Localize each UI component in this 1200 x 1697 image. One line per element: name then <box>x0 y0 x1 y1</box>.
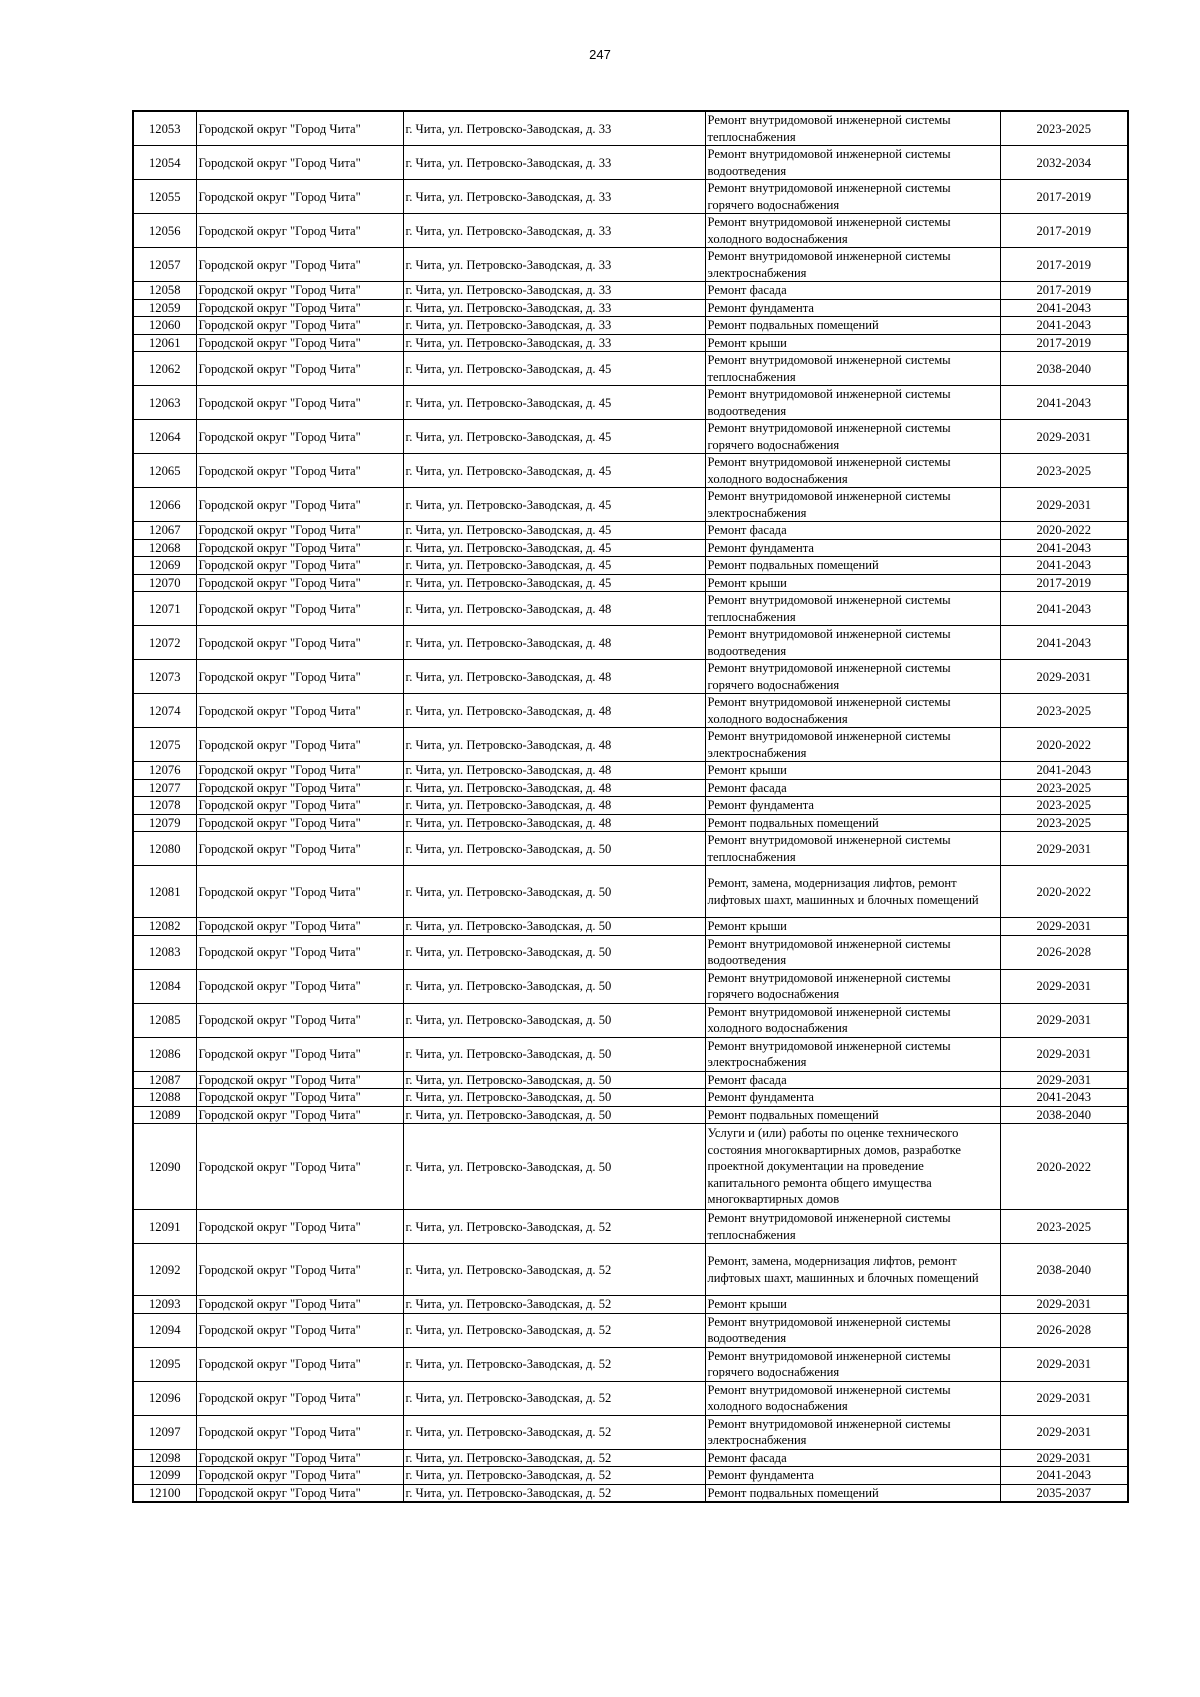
address-cell: г. Чита, ул. Петровско-Заводская, д. 45 <box>403 557 705 575</box>
period-cell: 2020-2022 <box>1000 728 1128 762</box>
table-row <box>133 180 1128 214</box>
work-type-cell: Ремонт фасада <box>705 779 1000 797</box>
table-row <box>133 762 1128 780</box>
municipality-cell: Городской округ "Город Чита" <box>196 1415 403 1449</box>
address-cell: г. Чита, ул. Петровско-Заводская, д. 45 <box>403 386 705 420</box>
address-cell: г. Чита, ул. Петровско-Заводская, д. 48 <box>403 762 705 780</box>
address-cell: г. Чита, ул. Петровско-Заводская, д. 52 <box>403 1484 705 1502</box>
table-row <box>133 386 1128 420</box>
municipality-cell: Городской округ "Город Чита" <box>196 969 403 1003</box>
period-cell: 2017-2019 <box>1000 214 1128 248</box>
row-number-cell: 12063 <box>133 386 196 420</box>
table-body <box>133 111 1128 1502</box>
municipality-cell: Городской округ "Город Чита" <box>196 1347 403 1381</box>
period-cell: 2017-2019 <box>1000 574 1128 592</box>
municipality-cell: Городской округ "Город Чита" <box>196 522 403 540</box>
table-row <box>133 626 1128 660</box>
municipality-cell: Городской округ "Город Чита" <box>196 1313 403 1347</box>
table-row <box>133 1347 1128 1381</box>
row-number-cell: 12090 <box>133 1124 196 1210</box>
table-row <box>133 420 1128 454</box>
work-type-cell: Ремонт внутридомовой инженерной системы водоотведения <box>705 146 1000 180</box>
row-number-cell: 12055 <box>133 180 196 214</box>
work-type-cell: Ремонт, замена, модернизация лифтов, ремонт лифтовых шахт, машинных и блочных помещений <box>705 866 1000 918</box>
work-type-cell: Ремонт внутридомовой инженерной системы водоотведения <box>705 626 1000 660</box>
work-type-cell: Ремонт внутридомовой инженерной системы теплоснабжения <box>705 111 1000 146</box>
municipality-cell: Городской округ "Город Чита" <box>196 1210 403 1244</box>
municipality-cell: Городской округ "Город Чита" <box>196 214 403 248</box>
row-number-cell: 12083 <box>133 935 196 969</box>
period-cell: 2023-2025 <box>1000 454 1128 488</box>
address-cell: г. Чита, ул. Петровско-Заводская, д. 50 <box>403 1106 705 1124</box>
row-number-cell: 12068 <box>133 539 196 557</box>
period-cell: 2029-2031 <box>1000 918 1128 936</box>
work-type-cell: Ремонт внутридомовой инженерной системы холодного водоснабжения <box>705 454 1000 488</box>
work-type-cell: Ремонт, замена, модернизация лифтов, ремонт лифтовых шахт, машинных и блочных помещений <box>705 1244 1000 1296</box>
period-cell: 2041-2043 <box>1000 317 1128 335</box>
period-cell: 2041-2043 <box>1000 557 1128 575</box>
table-row <box>133 1124 1128 1210</box>
address-cell: г. Чита, ул. Петровско-Заводская, д. 52 <box>403 1210 705 1244</box>
table-row <box>133 694 1128 728</box>
period-cell: 2041-2043 <box>1000 539 1128 557</box>
page-number: 247 <box>589 47 611 62</box>
row-number-cell: 12067 <box>133 522 196 540</box>
period-cell: 2020-2022 <box>1000 866 1128 918</box>
address-cell: г. Чита, ул. Петровско-Заводская, д. 33 <box>403 180 705 214</box>
period-cell: 2023-2025 <box>1000 111 1128 146</box>
municipality-cell: Городской округ "Город Чита" <box>196 1037 403 1071</box>
municipality-cell: Городской округ "Город Чита" <box>196 935 403 969</box>
table-row <box>133 814 1128 832</box>
municipality-cell: Городской округ "Город Чита" <box>196 814 403 832</box>
period-cell: 2029-2031 <box>1000 1347 1128 1381</box>
work-type-cell: Ремонт фундамента <box>705 1467 1000 1485</box>
address-cell: г. Чита, ул. Петровско-Заводская, д. 48 <box>403 797 705 815</box>
table-row <box>133 522 1128 540</box>
period-cell: 2032-2034 <box>1000 146 1128 180</box>
period-cell: 2029-2031 <box>1000 1449 1128 1467</box>
period-cell: 2041-2043 <box>1000 626 1128 660</box>
work-type-cell: Ремонт подвальных помещений <box>705 317 1000 335</box>
row-number-cell: 12064 <box>133 420 196 454</box>
period-cell: 2041-2043 <box>1000 762 1128 780</box>
table-row <box>133 146 1128 180</box>
period-cell: 2023-2025 <box>1000 779 1128 797</box>
period-cell: 2029-2031 <box>1000 1071 1128 1089</box>
work-type-cell: Ремонт внутридомовой инженерной системы теплоснабжения <box>705 1210 1000 1244</box>
table-row <box>133 918 1128 936</box>
address-cell: г. Чита, ул. Петровско-Заводская, д. 48 <box>403 694 705 728</box>
work-type-cell: Ремонт подвальных помещений <box>705 557 1000 575</box>
work-type-cell: Услуги и (или) работы по оценке технического состояния многоквартирных домов, разработке проектной документации на проведение капитального ремонта общего имущества многоквартирных домов <box>705 1124 1000 1210</box>
address-cell: г. Чита, ул. Петровско-Заводская, д. 52 <box>403 1449 705 1467</box>
period-cell: 2029-2031 <box>1000 1003 1128 1037</box>
row-number-cell: 12074 <box>133 694 196 728</box>
work-type-cell: Ремонт внутридомовой инженерной системы водоотведения <box>705 935 1000 969</box>
row-number-cell: 12099 <box>133 1467 196 1485</box>
address-cell: г. Чита, ул. Петровско-Заводская, д. 45 <box>403 574 705 592</box>
work-type-cell: Ремонт внутридомовой инженерной системы холодного водоснабжения <box>705 694 1000 728</box>
row-number-cell: 12073 <box>133 660 196 694</box>
table-row <box>133 214 1128 248</box>
row-number-cell: 12054 <box>133 146 196 180</box>
municipality-cell: Городской округ "Город Чита" <box>196 1124 403 1210</box>
municipality-cell: Городской округ "Город Чита" <box>196 1296 403 1314</box>
address-cell: г. Чита, ул. Петровско-Заводская, д. 52 <box>403 1244 705 1296</box>
period-cell: 2041-2043 <box>1000 1467 1128 1485</box>
row-number-cell: 12069 <box>133 557 196 575</box>
period-cell: 2017-2019 <box>1000 282 1128 300</box>
municipality-cell: Городской округ "Город Чита" <box>196 317 403 335</box>
address-cell: г. Чита, ул. Петровско-Заводская, д. 45 <box>403 454 705 488</box>
work-type-cell: Ремонт внутридомовой инженерной системы холодного водоснабжения <box>705 1381 1000 1415</box>
address-cell: г. Чита, ул. Петровско-Заводская, д. 33 <box>403 334 705 352</box>
period-cell: 2029-2031 <box>1000 660 1128 694</box>
address-cell: г. Чита, ул. Петровско-Заводская, д. 52 <box>403 1415 705 1449</box>
period-cell: 2038-2040 <box>1000 1244 1128 1296</box>
work-type-cell: Ремонт крыши <box>705 574 1000 592</box>
table-row <box>133 1467 1128 1485</box>
row-number-cell: 12075 <box>133 728 196 762</box>
work-type-cell: Ремонт фундамента <box>705 797 1000 815</box>
municipality-cell: Городской округ "Город Чита" <box>196 592 403 626</box>
table-row <box>133 1071 1128 1089</box>
table-row <box>133 334 1128 352</box>
work-type-cell: Ремонт фундамента <box>705 299 1000 317</box>
work-type-cell: Ремонт внутридомовой инженерной системы горячего водоснабжения <box>705 180 1000 214</box>
table-row <box>133 1106 1128 1124</box>
row-number-cell: 12089 <box>133 1106 196 1124</box>
municipality-cell: Городской округ "Город Чита" <box>196 728 403 762</box>
address-cell: г. Чита, ул. Петровско-Заводская, д. 33 <box>403 248 705 282</box>
address-cell: г. Чита, ул. Петровско-Заводская, д. 50 <box>403 918 705 936</box>
work-type-cell: Ремонт внутридомовой инженерной системы водоотведения <box>705 386 1000 420</box>
row-number-cell: 12053 <box>133 111 196 146</box>
table-row <box>133 574 1128 592</box>
municipality-cell: Городской округ "Город Чита" <box>196 1106 403 1124</box>
address-cell: г. Чита, ул. Петровско-Заводская, д. 45 <box>403 488 705 522</box>
municipality-cell: Городской округ "Город Чита" <box>196 694 403 728</box>
municipality-cell: Городской округ "Город Чита" <box>196 282 403 300</box>
address-cell: г. Чита, ул. Петровско-Заводская, д. 50 <box>403 1003 705 1037</box>
work-type-cell: Ремонт подвальных помещений <box>705 1106 1000 1124</box>
period-cell: 2029-2031 <box>1000 832 1128 866</box>
period-cell: 2020-2022 <box>1000 1124 1128 1210</box>
address-cell: г. Чита, ул. Петровско-Заводская, д. 33 <box>403 111 705 146</box>
work-type-cell: Ремонт внутридомовой инженерной системы электроснабжения <box>705 248 1000 282</box>
table-row <box>133 797 1128 815</box>
period-cell: 2029-2031 <box>1000 969 1128 1003</box>
municipality-cell: Городской округ "Город Чита" <box>196 488 403 522</box>
work-type-cell: Ремонт внутридомовой инженерной системы горячего водоснабжения <box>705 660 1000 694</box>
row-number-cell: 12062 <box>133 352 196 386</box>
row-number-cell: 12077 <box>133 779 196 797</box>
address-cell: г. Чита, ул. Петровско-Заводская, д. 33 <box>403 282 705 300</box>
municipality-cell: Городской округ "Город Чита" <box>196 557 403 575</box>
address-cell: г. Чита, ул. Петровско-Заводская, д. 33 <box>403 146 705 180</box>
address-cell: г. Чита, ул. Петровско-Заводская, д. 52 <box>403 1313 705 1347</box>
row-number-cell: 12087 <box>133 1071 196 1089</box>
table-row <box>133 660 1128 694</box>
address-cell: г. Чита, ул. Петровско-Заводская, д. 45 <box>403 522 705 540</box>
period-cell: 2020-2022 <box>1000 522 1128 540</box>
row-number-cell: 12066 <box>133 488 196 522</box>
municipality-cell: Городской округ "Город Чита" <box>196 797 403 815</box>
address-cell: г. Чита, ул. Петровско-Заводская, д. 45 <box>403 539 705 557</box>
municipality-cell: Городской округ "Город Чита" <box>196 832 403 866</box>
table-row <box>133 728 1128 762</box>
work-type-cell: Ремонт внутридомовой инженерной системы электроснабжения <box>705 1415 1000 1449</box>
address-cell: г. Чита, ул. Петровско-Заводская, д. 50 <box>403 1037 705 1071</box>
row-number-cell: 12085 <box>133 1003 196 1037</box>
work-type-cell: Ремонт крыши <box>705 334 1000 352</box>
address-cell: г. Чита, ул. Петровско-Заводская, д. 50 <box>403 832 705 866</box>
row-number-cell: 12094 <box>133 1313 196 1347</box>
table-row <box>133 779 1128 797</box>
address-cell: г. Чита, ул. Петровско-Заводская, д. 52 <box>403 1381 705 1415</box>
work-type-cell: Ремонт внутридомовой инженерной системы горячего водоснабжения <box>705 420 1000 454</box>
municipality-cell: Городской округ "Город Чита" <box>196 1484 403 1502</box>
period-cell: 2029-2031 <box>1000 1296 1128 1314</box>
address-cell: г. Чита, ул. Петровско-Заводская, д. 52 <box>403 1296 705 1314</box>
row-number-cell: 12059 <box>133 299 196 317</box>
table-row <box>133 1484 1128 1502</box>
row-number-cell: 12082 <box>133 918 196 936</box>
municipality-cell: Городской округ "Город Чита" <box>196 1089 403 1107</box>
work-type-cell: Ремонт крыши <box>705 762 1000 780</box>
work-type-cell: Ремонт фасада <box>705 1449 1000 1467</box>
table-row <box>133 935 1128 969</box>
row-number-cell: 12071 <box>133 592 196 626</box>
row-number-cell: 12060 <box>133 317 196 335</box>
period-cell: 2029-2031 <box>1000 1381 1128 1415</box>
municipality-cell: Городской округ "Город Чита" <box>196 299 403 317</box>
period-cell: 2029-2031 <box>1000 1037 1128 1071</box>
municipality-cell: Городской округ "Город Чита" <box>196 539 403 557</box>
row-number-cell: 12065 <box>133 454 196 488</box>
row-number-cell: 12093 <box>133 1296 196 1314</box>
work-type-cell: Ремонт крыши <box>705 918 1000 936</box>
row-number-cell: 12091 <box>133 1210 196 1244</box>
period-cell: 2023-2025 <box>1000 694 1128 728</box>
municipality-cell: Городской округ "Город Чита" <box>196 420 403 454</box>
row-number-cell: 12078 <box>133 797 196 815</box>
table-row <box>133 1003 1128 1037</box>
table-row <box>133 1244 1128 1296</box>
municipality-cell: Городской округ "Город Чита" <box>196 180 403 214</box>
row-number-cell: 12098 <box>133 1449 196 1467</box>
work-type-cell: Ремонт внутридомовой инженерной системы теплоснабжения <box>705 352 1000 386</box>
address-cell: г. Чита, ул. Петровско-Заводская, д. 50 <box>403 1071 705 1089</box>
period-cell: 2017-2019 <box>1000 334 1128 352</box>
municipality-cell: Городской округ "Город Чита" <box>196 248 403 282</box>
address-cell: г. Чита, ул. Петровско-Заводская, д. 52 <box>403 1347 705 1381</box>
row-number-cell: 12088 <box>133 1089 196 1107</box>
table-row <box>133 1210 1128 1244</box>
table-row <box>133 866 1128 918</box>
period-cell: 2017-2019 <box>1000 180 1128 214</box>
work-type-cell: Ремонт фундамента <box>705 1089 1000 1107</box>
address-cell: г. Чита, ул. Петровско-Заводская, д. 48 <box>403 592 705 626</box>
row-number-cell: 12086 <box>133 1037 196 1071</box>
address-cell: г. Чита, ул. Петровско-Заводская, д. 33 <box>403 299 705 317</box>
municipality-cell: Городской округ "Город Чита" <box>196 762 403 780</box>
municipality-cell: Городской округ "Город Чита" <box>196 1003 403 1037</box>
address-cell: г. Чита, ул. Петровско-Заводская, д. 48 <box>403 728 705 762</box>
period-cell: 2026-2028 <box>1000 1313 1128 1347</box>
work-type-cell: Ремонт фундамента <box>705 539 1000 557</box>
municipality-cell: Городской округ "Город Чита" <box>196 1449 403 1467</box>
table-row <box>133 1381 1128 1415</box>
period-cell: 2041-2043 <box>1000 386 1128 420</box>
work-type-cell: Ремонт фасада <box>705 282 1000 300</box>
address-cell: г. Чита, ул. Петровско-Заводская, д. 48 <box>403 814 705 832</box>
municipality-cell: Городской округ "Город Чита" <box>196 352 403 386</box>
address-cell: г. Чита, ул. Петровско-Заводская, д. 33 <box>403 317 705 335</box>
address-cell: г. Чита, ул. Петровско-Заводская, д. 45 <box>403 352 705 386</box>
table-row <box>133 1415 1128 1449</box>
row-number-cell: 12070 <box>133 574 196 592</box>
period-cell: 2041-2043 <box>1000 592 1128 626</box>
address-cell: г. Чита, ул. Петровско-Заводская, д. 50 <box>403 935 705 969</box>
repair-schedule-table <box>132 110 1129 1503</box>
row-number-cell: 12096 <box>133 1381 196 1415</box>
table-row <box>133 592 1128 626</box>
row-number-cell: 12061 <box>133 334 196 352</box>
municipality-cell: Городской округ "Город Чита" <box>196 626 403 660</box>
table-row <box>133 248 1128 282</box>
municipality-cell: Городской округ "Город Чита" <box>196 779 403 797</box>
work-type-cell: Ремонт внутридомовой инженерной системы водоотведения <box>705 1313 1000 1347</box>
row-number-cell: 12058 <box>133 282 196 300</box>
municipality-cell: Городской округ "Город Чита" <box>196 146 403 180</box>
work-type-cell: Ремонт подвальных помещений <box>705 814 1000 832</box>
table-row <box>133 352 1128 386</box>
work-type-cell: Ремонт фасада <box>705 1071 1000 1089</box>
row-number-cell: 12057 <box>133 248 196 282</box>
table-row <box>133 299 1128 317</box>
municipality-cell: Городской округ "Город Чита" <box>196 1467 403 1485</box>
row-number-cell: 12097 <box>133 1415 196 1449</box>
municipality-cell: Городской округ "Город Чита" <box>196 574 403 592</box>
municipality-cell: Городской округ "Город Чита" <box>196 334 403 352</box>
table-row <box>133 488 1128 522</box>
work-type-cell: Ремонт внутридомовой инженерной системы теплоснабжения <box>705 592 1000 626</box>
work-type-cell: Ремонт внутридомовой инженерной системы теплоснабжения <box>705 832 1000 866</box>
municipality-cell: Городской округ "Город Чита" <box>196 918 403 936</box>
table-row <box>133 832 1128 866</box>
address-cell: г. Чита, ул. Петровско-Заводская, д. 50 <box>403 866 705 918</box>
table-row <box>133 557 1128 575</box>
work-type-cell: Ремонт внутридомовой инженерной системы холодного водоснабжения <box>705 214 1000 248</box>
row-number-cell: 12095 <box>133 1347 196 1381</box>
table-row <box>133 1037 1128 1071</box>
work-type-cell: Ремонт внутридомовой инженерной системы горячего водоснабжения <box>705 1347 1000 1381</box>
period-cell: 2038-2040 <box>1000 1106 1128 1124</box>
address-cell: г. Чита, ул. Петровско-Заводская, д. 48 <box>403 626 705 660</box>
work-type-cell: Ремонт фасада <box>705 522 1000 540</box>
table-row <box>133 1449 1128 1467</box>
address-cell: г. Чита, ул. Петровско-Заводская, д. 45 <box>403 420 705 454</box>
period-cell: 2029-2031 <box>1000 420 1128 454</box>
row-number-cell: 12084 <box>133 969 196 1003</box>
work-type-cell: Ремонт крыши <box>705 1296 1000 1314</box>
address-cell: г. Чита, ул. Петровско-Заводская, д. 48 <box>403 779 705 797</box>
period-cell: 2023-2025 <box>1000 814 1128 832</box>
table-row <box>133 111 1128 146</box>
table-row <box>133 282 1128 300</box>
work-type-cell: Ремонт внутридомовой инженерной системы горячего водоснабжения <box>705 969 1000 1003</box>
municipality-cell: Городской округ "Город Чита" <box>196 111 403 146</box>
table-row <box>133 969 1128 1003</box>
table-row <box>133 1089 1128 1107</box>
row-number-cell: 12080 <box>133 832 196 866</box>
table-row <box>133 1296 1128 1314</box>
address-cell: г. Чита, ул. Петровско-Заводская, д. 50 <box>403 969 705 1003</box>
municipality-cell: Городской округ "Город Чита" <box>196 866 403 918</box>
address-cell: г. Чита, ул. Петровско-Заводская, д. 50 <box>403 1124 705 1210</box>
municipality-cell: Городской округ "Город Чита" <box>196 1071 403 1089</box>
period-cell: 2035-2037 <box>1000 1484 1128 1502</box>
row-number-cell: 12056 <box>133 214 196 248</box>
work-type-cell: Ремонт внутридомовой инженерной системы электроснабжения <box>705 488 1000 522</box>
address-cell: г. Чита, ул. Петровско-Заводская, д. 50 <box>403 1089 705 1107</box>
row-number-cell: 12079 <box>133 814 196 832</box>
period-cell: 2023-2025 <box>1000 797 1128 815</box>
period-cell: 2023-2025 <box>1000 1210 1128 1244</box>
row-number-cell: 12076 <box>133 762 196 780</box>
row-number-cell: 12092 <box>133 1244 196 1296</box>
address-cell: г. Чита, ул. Петровско-Заводская, д. 48 <box>403 660 705 694</box>
period-cell: 2029-2031 <box>1000 488 1128 522</box>
address-cell: г. Чита, ул. Петровско-Заводская, д. 33 <box>403 214 705 248</box>
period-cell: 2029-2031 <box>1000 1415 1128 1449</box>
table-row <box>133 1313 1128 1347</box>
work-type-cell: Ремонт внутридомовой инженерной системы электроснабжения <box>705 1037 1000 1071</box>
row-number-cell: 12081 <box>133 866 196 918</box>
municipality-cell: Городской округ "Город Чита" <box>196 1381 403 1415</box>
work-type-cell: Ремонт подвальных помещений <box>705 1484 1000 1502</box>
row-number-cell: 12072 <box>133 626 196 660</box>
period-cell: 2017-2019 <box>1000 248 1128 282</box>
work-type-cell: Ремонт внутридомовой инженерной системы электроснабжения <box>705 728 1000 762</box>
municipality-cell: Городской округ "Город Чита" <box>196 1244 403 1296</box>
period-cell: 2041-2043 <box>1000 1089 1128 1107</box>
period-cell: 2026-2028 <box>1000 935 1128 969</box>
period-cell: 2041-2043 <box>1000 299 1128 317</box>
municipality-cell: Городской округ "Город Чита" <box>196 660 403 694</box>
work-type-cell: Ремонт внутридомовой инженерной системы холодного водоснабжения <box>705 1003 1000 1037</box>
municipality-cell: Городской округ "Город Чита" <box>196 454 403 488</box>
table-row <box>133 539 1128 557</box>
row-number-cell: 12100 <box>133 1484 196 1502</box>
table-row <box>133 454 1128 488</box>
table-row <box>133 317 1128 335</box>
municipality-cell: Городской округ "Город Чита" <box>196 386 403 420</box>
period-cell: 2038-2040 <box>1000 352 1128 386</box>
address-cell: г. Чита, ул. Петровско-Заводская, д. 52 <box>403 1467 705 1485</box>
